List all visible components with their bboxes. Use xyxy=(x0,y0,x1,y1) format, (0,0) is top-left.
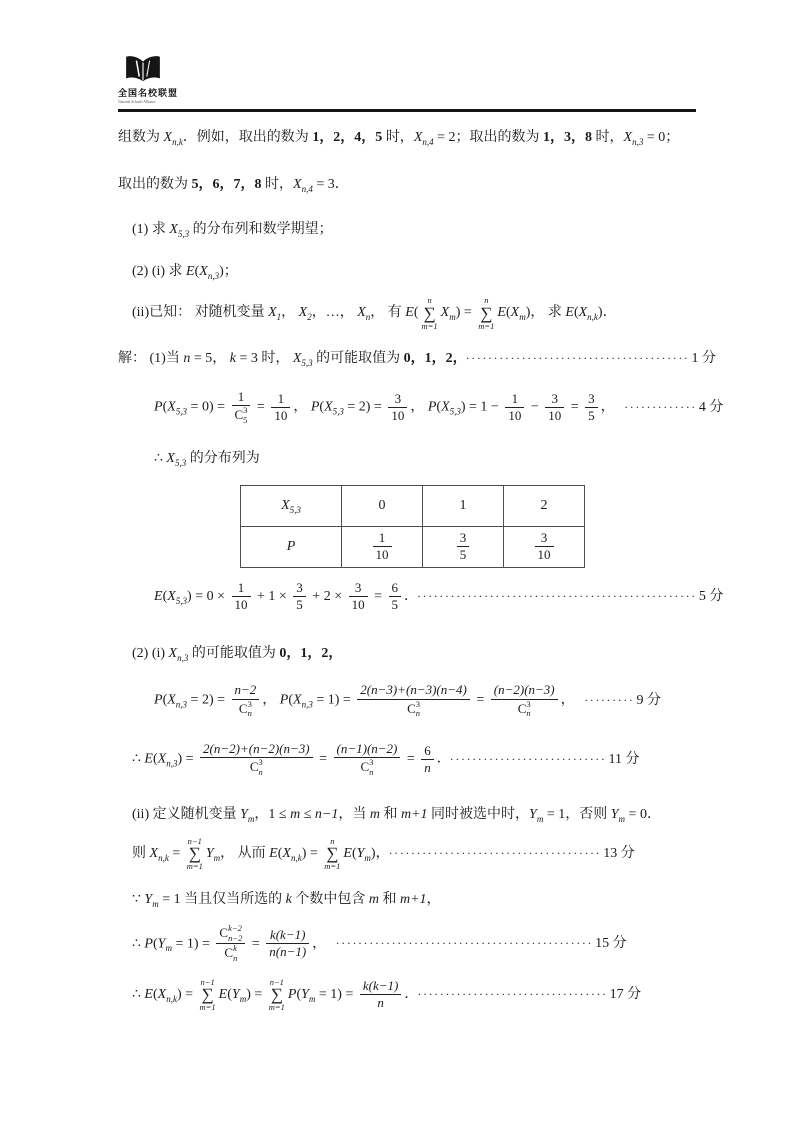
text-run: = 1) = xyxy=(312,692,355,708)
math-sub: n,k xyxy=(290,852,302,863)
table-cell-variable: $X_{5,3}$ xyxy=(241,485,342,526)
math-var: X xyxy=(169,222,178,237)
text-run: ) = xyxy=(177,751,198,767)
math-sub: m xyxy=(239,993,247,1004)
text-run: ，…， xyxy=(311,305,358,321)
text-run: = xyxy=(370,588,386,604)
table-cell-p: P xyxy=(241,526,342,567)
table-cell-value: 1 xyxy=(423,485,504,526)
math-var: E xyxy=(269,846,278,862)
summation: n ∑ m=1 xyxy=(324,835,341,872)
paren: ( xyxy=(227,987,232,1003)
text-run: = 1，否则 xyxy=(543,806,611,822)
math-expr: m+1 xyxy=(399,891,427,907)
math-sub: n,3 xyxy=(177,653,189,664)
math-var: k xyxy=(229,351,236,366)
math-var: X xyxy=(623,130,633,145)
fraction: $\frac{3}{10}$ xyxy=(545,391,564,425)
score-label: 4 分 xyxy=(698,399,724,415)
therefore-symbol: ∴ xyxy=(154,450,167,466)
therefore-symbol: ∴ xyxy=(132,936,145,952)
fraction: $\frac{6}{5}$ xyxy=(389,580,402,614)
line-expectation-x53 xyxy=(118,579,724,614)
dots-leader: ········· xyxy=(584,692,635,707)
fraction-denominator: C 3 n xyxy=(232,699,260,720)
text-run: ， xyxy=(560,692,579,708)
text-run: = xyxy=(253,399,269,415)
text-run: = 0) = xyxy=(187,399,229,415)
math-var: P xyxy=(144,936,153,952)
math-sub: m xyxy=(152,898,159,909)
math-var: X xyxy=(293,177,302,192)
math-var: E xyxy=(497,305,506,321)
score-label: 13 分 xyxy=(603,846,635,862)
math-sub: m xyxy=(364,852,371,863)
math-sub: 5,3 xyxy=(174,457,187,468)
line-final-expectation xyxy=(118,978,696,1012)
dots-leader: ········································ xyxy=(465,351,690,365)
text-run: = 1 当且仅当所选的 xyxy=(158,891,286,907)
math-sub: 5,3 xyxy=(301,357,313,368)
text-run: = xyxy=(168,846,184,862)
math-sub: n,k xyxy=(158,852,169,863)
text-run: = xyxy=(248,936,264,952)
text-run: = 1) = xyxy=(315,987,357,1003)
math-var: X xyxy=(298,305,308,321)
fraction: (n−2)(n−3) C 3 n xyxy=(491,682,558,719)
paren: ) xyxy=(525,305,531,321)
text-run: 和 xyxy=(378,891,400,907)
math-var: P xyxy=(287,987,297,1003)
text-run: 的分布列为 xyxy=(186,450,260,466)
fraction: 2(n−3)+(n−3)(n−4) C 3 n xyxy=(357,682,470,719)
paren: ( xyxy=(162,692,168,708)
fraction-denominator: C k n xyxy=(216,943,245,964)
math-var: Y xyxy=(240,806,248,822)
text-run: = 5， xyxy=(190,351,230,366)
line-because-ym xyxy=(118,889,696,910)
dots-leader: ·················································· xyxy=(417,588,697,603)
math-var: n xyxy=(183,351,191,366)
text-run: + 2 × xyxy=(308,588,346,604)
paren: ( xyxy=(573,305,579,321)
fraction: $\frac{3}{10}$ xyxy=(388,391,407,425)
table-cell-prob: $\frac{3}{10}$ xyxy=(504,526,585,567)
math-var: Y xyxy=(301,987,309,1003)
math-sub: m xyxy=(618,813,626,824)
summation: n−1 ∑ m=1 xyxy=(199,976,216,1013)
math-sub: 5,3 xyxy=(449,406,461,417)
text-run: ， xyxy=(281,305,299,321)
text-run: = 2) = xyxy=(343,399,386,415)
distribution-table xyxy=(240,485,585,568)
math-sub: m xyxy=(247,813,255,824)
math-var: X xyxy=(578,305,588,321)
sigma-symbol: ∑ xyxy=(423,303,436,323)
math-sub: 5,3 xyxy=(177,228,190,239)
math-sub: n,3 xyxy=(175,699,188,710)
table-cell-value: 2 xyxy=(504,485,585,526)
text-run: ， 有 xyxy=(370,305,406,321)
fraction-numerator: C k−2 n−2 xyxy=(219,922,243,943)
table-row xyxy=(241,526,585,567)
math-sub: m xyxy=(308,993,316,1004)
line-define-ym xyxy=(118,804,696,825)
text-run: ) = xyxy=(246,987,266,1003)
paren: ( xyxy=(194,264,200,279)
math-var: P xyxy=(279,692,289,708)
math-var: X xyxy=(168,646,178,662)
math-var: X xyxy=(167,692,176,708)
fraction: 2(n−2)+(n−2)(n−3) C 3 n xyxy=(200,741,313,778)
paren: ( xyxy=(505,305,511,321)
text-run: ．例如，取出的数为 xyxy=(182,130,313,145)
text-run: 的分布列和数学期望； xyxy=(189,222,333,237)
math-var: Y xyxy=(144,891,153,907)
paren: ( xyxy=(152,987,158,1003)
text-run: = xyxy=(472,692,488,708)
summation: n ∑ m=1 xyxy=(478,295,495,331)
score-label: 15 分 xyxy=(595,936,627,952)
math-var: E xyxy=(186,264,195,279)
math-var: E xyxy=(405,305,414,321)
paren: ( xyxy=(277,846,283,862)
paren: ( xyxy=(152,936,158,952)
paren: ) xyxy=(219,264,224,279)
text-run: = xyxy=(315,751,331,767)
table-row xyxy=(241,485,585,526)
fraction: $\frac{6}{n}$ xyxy=(421,743,434,777)
math-sub: n,k xyxy=(172,136,183,147)
math-var: E xyxy=(218,987,228,1003)
math-var: X xyxy=(293,692,302,708)
fraction: $\frac{k(k-1)}{n}$ xyxy=(360,978,401,1012)
math-sub: m xyxy=(213,852,221,863)
line-intro-2 xyxy=(118,174,696,195)
line-question-2ii xyxy=(118,296,696,330)
math-var: P xyxy=(154,399,163,415)
math-var: Y xyxy=(529,806,537,822)
paren: ( xyxy=(436,399,442,415)
math-var: X xyxy=(324,399,333,415)
line-solution-start xyxy=(118,348,717,369)
open-book-logo-icon xyxy=(124,55,162,85)
fraction xyxy=(216,924,245,964)
fraction: $\frac{k(k-1)}{n(n-1)}$ xyxy=(266,927,309,961)
fraction: $\frac{3}{5}$ xyxy=(585,391,598,425)
math-var: X xyxy=(163,130,173,145)
text-run: ， xyxy=(410,399,428,415)
text-run: = 2) = xyxy=(187,692,229,708)
math-sub: n,4 xyxy=(301,183,313,194)
paren: ( xyxy=(413,305,419,321)
therefore-symbol: ∴ xyxy=(132,987,145,1003)
paren: ( xyxy=(162,588,168,604)
binom-scripts: 3 5 xyxy=(243,405,248,426)
math-var: X xyxy=(282,846,291,862)
math-var: Y xyxy=(356,846,365,862)
text-run: = 3． xyxy=(312,177,349,192)
math-var: Y xyxy=(157,936,166,952)
math-var: X xyxy=(441,399,450,415)
text-run: ， xyxy=(262,692,280,708)
dots-leader: ·············································· xyxy=(335,936,594,951)
paren: ( xyxy=(288,692,294,708)
text-run: ； xyxy=(223,264,238,279)
text-run: (ii)已知： 对随机变量 xyxy=(132,305,269,321)
score-label: 17 分 xyxy=(609,987,642,1003)
fraction-numerator: 1 xyxy=(237,389,245,404)
fraction: $\frac{3}{5}$ xyxy=(293,580,306,614)
line-question-2i xyxy=(118,261,696,282)
table-cell-prob: $\frac{3}{5}$ xyxy=(423,526,504,567)
text-run: = 0； xyxy=(643,130,680,145)
text-run: ， 求 xyxy=(530,305,566,321)
math-var: k xyxy=(285,891,292,907)
text-run: 取出的数为 xyxy=(118,177,192,192)
math-var: X xyxy=(167,399,176,415)
text-run: + 1 × xyxy=(253,588,291,604)
math-sub: n,k xyxy=(166,993,177,1004)
text-run: (2) (i) 求 xyxy=(132,264,187,279)
math-sub: 2 xyxy=(307,312,312,323)
math-var: E xyxy=(565,305,574,321)
score-label: 9 分 xyxy=(636,692,662,708)
math-var: Y xyxy=(610,806,619,822)
text-run: ，当 xyxy=(338,806,370,822)
text-run: (2) (i) xyxy=(132,646,169,662)
math-var: Y xyxy=(231,987,240,1003)
text-run: = 3 时， xyxy=(235,351,293,366)
paren: ( xyxy=(152,751,158,767)
text-run: ． xyxy=(404,987,412,1003)
text-run: ) = xyxy=(301,846,322,862)
math-var: m xyxy=(369,806,380,822)
text-run: ． xyxy=(404,588,411,604)
math-var: Y xyxy=(205,846,214,862)
math-sub: n,3 xyxy=(632,136,644,147)
math-sub: m xyxy=(519,312,526,323)
logo-text-en: National Schools Alliance xyxy=(118,99,156,104)
text-run: ，1 ≤ xyxy=(254,806,291,822)
dots-leader: ············· xyxy=(624,399,697,414)
line-distribution-intro xyxy=(118,448,696,469)
line-xnk-sum xyxy=(118,837,696,871)
math-sub: 5,3 xyxy=(175,406,188,417)
math-var: X xyxy=(292,351,302,366)
table-cell-value: 0 xyxy=(342,485,423,526)
text-run: ， xyxy=(426,891,441,907)
math-var: E xyxy=(154,588,163,604)
text-run: − xyxy=(527,399,543,415)
line-2i-values xyxy=(118,643,696,664)
math-var: E xyxy=(343,846,352,862)
dots-leader: ·································· xyxy=(417,987,608,1002)
text-run: ) = 1 − xyxy=(460,399,503,415)
summation: n−1 ∑ m=1 xyxy=(268,976,285,1013)
table-cell-prob: $\frac{1}{10}$ xyxy=(342,526,423,567)
score-label: 5 分 xyxy=(698,588,724,604)
fraction: $\frac{1}{10}$ xyxy=(232,580,251,614)
text-run: ≤ xyxy=(300,806,315,822)
text-run: ． xyxy=(602,305,617,321)
math-var: X xyxy=(440,305,450,321)
text-run: ， xyxy=(293,399,311,415)
math-var: X xyxy=(413,130,423,145)
text-run: 时， xyxy=(261,177,293,192)
text-run: 组数为 xyxy=(118,130,164,145)
number-list: 1，2，4，5 xyxy=(312,130,383,145)
math-sub: 5,3 xyxy=(175,595,188,606)
math-sub: m xyxy=(536,813,544,824)
math-sub: 1 xyxy=(276,312,282,323)
text-run: 的可能取值为 xyxy=(312,351,404,366)
text-run: ， xyxy=(312,936,330,952)
therefore-symbol: ∴ xyxy=(132,751,145,767)
sigma-symbol: ∑ xyxy=(326,844,339,864)
math-sub: n,4 xyxy=(422,136,434,147)
math-sub: 5,3 xyxy=(332,406,344,417)
text-run: = xyxy=(403,751,419,767)
dots-leader: ···························· xyxy=(449,751,607,766)
number-list: 5，6，7，8 xyxy=(191,177,262,192)
line-question-1 xyxy=(118,219,696,240)
text-run: = xyxy=(567,399,583,415)
fraction: n−2 C 3 n xyxy=(232,682,260,719)
text-run: ， 从而 xyxy=(220,846,270,862)
text-run: 个数中包含 xyxy=(291,891,369,907)
math-sub: m xyxy=(165,942,172,953)
score-label: 11 分 xyxy=(608,751,640,767)
logo xyxy=(118,55,182,104)
text-run: = 0． xyxy=(625,806,661,822)
paren: ( xyxy=(319,399,325,415)
fraction: $\frac{1}{10}$ xyxy=(505,391,524,425)
text-run: 和 xyxy=(379,806,401,822)
fraction xyxy=(232,389,251,426)
text-run: 则 xyxy=(132,846,150,862)
text-run: = 2；取出的数为 xyxy=(433,130,544,145)
paren: ( xyxy=(296,987,302,1003)
summation: n ∑ m=1 xyxy=(421,295,438,331)
math-sub: n,3 xyxy=(207,270,220,281)
math-var: m xyxy=(290,806,301,822)
math-var: X xyxy=(166,450,175,466)
dots-leader: ······································ xyxy=(388,846,602,861)
text-run: = 1) = xyxy=(171,936,214,952)
line-prob-xn3 xyxy=(118,682,696,719)
math-var: X xyxy=(268,305,277,321)
math-var: P xyxy=(310,399,320,415)
text-run: 时， xyxy=(382,130,414,145)
fraction-denominator: C 3 5 xyxy=(232,405,251,426)
fraction: $\frac{1}{10}$ xyxy=(271,391,290,425)
fraction: $\frac{3}{10}$ xyxy=(349,580,368,614)
text-run: ． xyxy=(436,751,444,767)
logo-text-cn: 全国名校联盟 xyxy=(118,88,179,98)
sigma-symbol: ∑ xyxy=(480,303,493,323)
math-expr: n−1 xyxy=(314,806,339,822)
math-var: X xyxy=(510,305,520,321)
math-sub: n xyxy=(365,312,371,323)
text-run: ) = xyxy=(455,305,476,321)
math-var: X xyxy=(149,846,159,862)
paren: ) xyxy=(597,305,603,321)
math-var: X xyxy=(157,751,167,767)
number-list: 1，3，8 xyxy=(543,130,593,145)
sigma-symbol: ∑ xyxy=(270,985,283,1005)
text-run: 时， xyxy=(592,130,624,145)
text-run: ) = 0 × xyxy=(187,588,229,604)
math-sub: m xyxy=(449,312,456,323)
math-var: X xyxy=(357,305,366,321)
line-intro-1 xyxy=(118,127,696,148)
math-var: m xyxy=(368,891,379,907)
math-expr: m+1 xyxy=(400,806,428,822)
math-var: X xyxy=(199,264,208,279)
text-run: 解： (1)当 xyxy=(118,351,184,366)
text-run: (1) 求 xyxy=(132,222,170,237)
header-rule xyxy=(118,109,696,112)
math-sub: n,k xyxy=(587,312,598,323)
math-var: E xyxy=(144,751,153,767)
text-run: (ii) 定义随机变量 xyxy=(132,806,241,822)
text-run: 同时被选中时， xyxy=(427,806,530,822)
math-var: E xyxy=(144,987,153,1003)
paren: ( xyxy=(351,846,357,862)
line-prob-x53 xyxy=(118,389,724,426)
text-run: 的可能取值为 xyxy=(188,646,280,662)
math-var: P xyxy=(427,399,437,415)
math-var: X xyxy=(157,987,167,1003)
line-expectation-xn3 xyxy=(118,741,696,778)
because-symbol: ∵ xyxy=(132,891,145,907)
text-run: )， xyxy=(370,846,383,862)
sigma-symbol: ∑ xyxy=(188,844,201,864)
text-run: ， xyxy=(600,399,619,415)
line-prob-ym xyxy=(118,924,696,964)
text-run: ) = xyxy=(176,987,197,1003)
math-sub: n,3 xyxy=(301,699,313,710)
summation: n−1 ∑ m=1 xyxy=(186,835,203,872)
sigma-symbol: ∑ xyxy=(201,985,214,1005)
math-var: P xyxy=(154,692,163,708)
paren: ( xyxy=(162,399,168,415)
number-list: 0，1，2， xyxy=(403,351,460,366)
math-sub: n,3 xyxy=(166,758,178,769)
score-label: 1 分 xyxy=(691,351,717,366)
fraction: (n−1)(n−2) C 3 n xyxy=(334,741,401,778)
math-var: X xyxy=(167,588,176,604)
number-list: 0，1，2， xyxy=(279,646,343,662)
